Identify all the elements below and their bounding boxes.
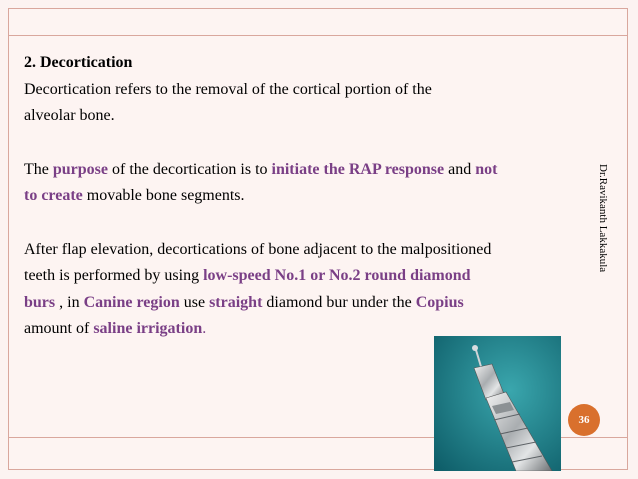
purpose-highlight: initiate the RAP response [271,160,445,178]
procedure-text: , in [55,293,84,311]
handpiece-photo [434,336,561,471]
purpose-highlight: not [475,160,498,178]
procedure-highlight: burs [24,293,56,311]
procedure-period: . [202,320,207,337]
page-number: 36 [578,414,590,426]
handpiece-photo-image [434,336,561,471]
procedure-text: teeth is performed by using [24,267,204,284]
definition-line-2: alveolar bone. [24,107,115,124]
top-rule [8,35,628,36]
purpose-line-1 [24,157,584,184]
procedure-highlight: saline irrigation [93,320,203,337]
purpose-highlight: to create [24,187,83,204]
procedure-highlight: Copius [415,293,464,311]
procedure-highlight: straight [209,293,263,311]
purpose-highlight: purpose [52,160,108,178]
procedure-line-2 [24,263,584,290]
slide-content [24,50,584,343]
spacer [24,210,584,237]
procedure-highlight: low-speed No.1 or No.2 round diamond [203,267,471,284]
procedure-text: diamond bur under the [262,293,416,311]
procedure-text: use [179,293,210,311]
purpose-text: and [444,160,476,178]
procedure-line-1: After flap elevation, decortications of bone adjacent to the malpositioned [24,240,492,258]
purpose-text: of the decortication is to [108,160,272,178]
slide-heading: 2. Decortication [24,54,133,71]
author-vertical-text: Dr.Ravikanth Lakkakula [597,164,609,273]
spacer [24,130,584,157]
page-number-badge [568,404,600,436]
purpose-text: The [24,160,53,178]
procedure-highlight: Canine region [83,293,180,311]
definition-line-1: Decortication refers to the removal of the cortical portion of the [24,80,432,98]
procedure-text: amount of [24,320,94,337]
purpose-text: movable bone segments. [82,187,245,204]
procedure-line-3 [24,290,584,317]
purpose-line-2 [24,183,584,210]
